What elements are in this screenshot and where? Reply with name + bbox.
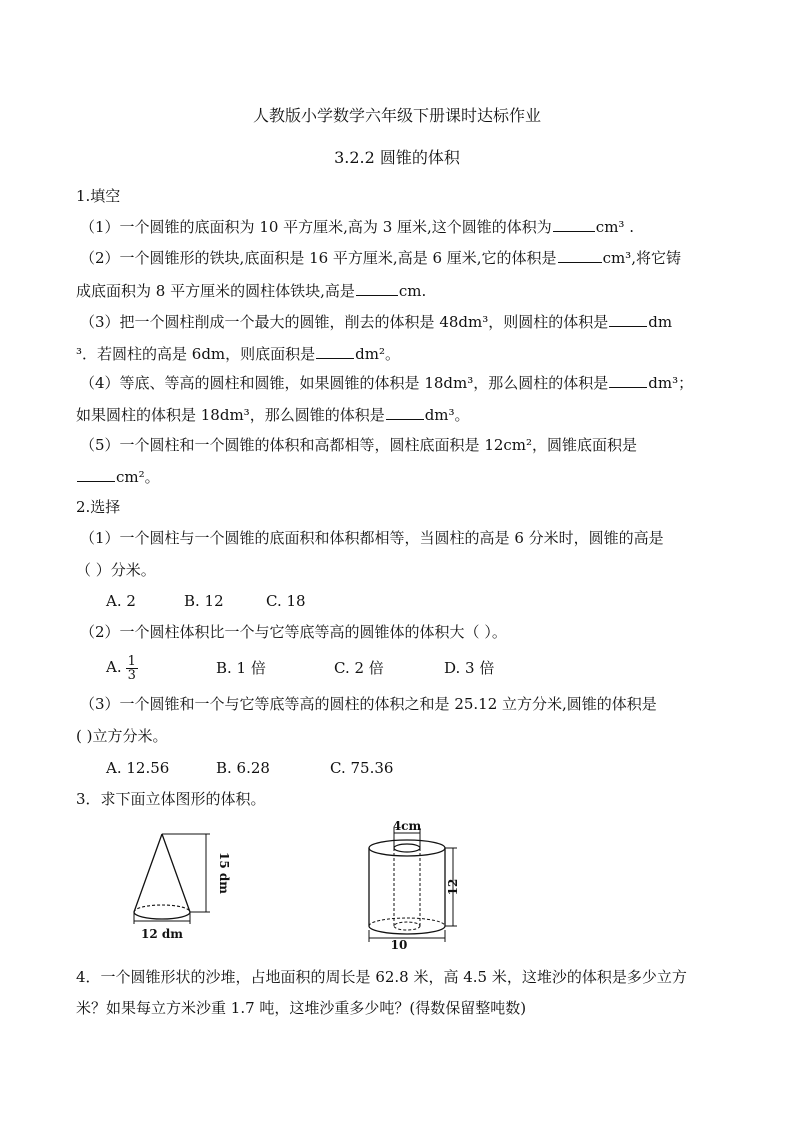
section-3-heading: 3．求下面立体图形的体积。 — [76, 790, 266, 808]
question-1-3-line1 — [80, 311, 672, 332]
question-unit: dm³。 — [424, 406, 470, 424]
question-1-4-line2 — [76, 404, 470, 425]
option-c[interactable]: C. 75.36 — [330, 759, 394, 777]
hollow-cylinder-figure — [355, 818, 465, 952]
answer-blank[interactable] — [558, 247, 602, 263]
cone-figure — [120, 826, 240, 944]
question-1-5-line1: （5）一个圆柱和一个圆锥的体积和高都相等，圆柱底面积是 12cm²，圆锥底面积是 — [80, 436, 638, 454]
option-a[interactable]: A. 12.56 — [106, 759, 170, 777]
section-1-heading: 1.填空 — [76, 187, 121, 205]
cylinder-height-label: 12 — [446, 878, 460, 896]
cone-slant-left — [134, 834, 162, 912]
cone-base-back — [134, 905, 190, 912]
question-2-1-line2: （ ）分米。 — [76, 561, 156, 579]
answer-blank[interactable] — [609, 372, 647, 388]
option-a[interactable] — [106, 652, 138, 682]
question-text: （1）一个圆锥的底面积为 10 平方厘米,高为 3 厘米,这个圆锥的体积为 — [80, 218, 552, 236]
question-unit: cm³,将它铸 — [602, 249, 681, 267]
question-4-line1: 4．一个圆锥形状的沙堆，占地面积的周长是 62.8 米，高 4.5 米，这堆沙的体积是多少立方 — [76, 968, 687, 986]
question-unit: dm³； — [648, 374, 694, 392]
answer-blank[interactable] — [609, 311, 647, 327]
question-unit: dm²。 — [355, 345, 400, 363]
cone-base-front — [134, 912, 190, 919]
question-text: （4）等底、等高的圆柱和圆锥，如果圆锥的体积是 18dm³，那么圆柱的体积是 — [80, 374, 609, 392]
outer-top-ellipse — [369, 840, 445, 856]
option-label: A. — [106, 658, 122, 676]
question-2-3-line2: ( )立方分米。 — [76, 727, 168, 745]
cone-height-label: 15 dm — [217, 852, 231, 894]
question-text: ³．若圆柱的高是 6dm，则底面积是 — [76, 345, 316, 363]
question-text: （2）一个圆锥形的铁块,底面积是 16 平方厘米,高是 6 厘米,它的体积是 — [80, 249, 557, 267]
option-b[interactable]: B. 12 — [184, 592, 224, 610]
question-2-3-line1: （3）一个圆锥和一个与它等底等高的圆柱的体积之和是 25.12 立方分米,圆锥的体积是 — [80, 695, 657, 713]
answer-blank[interactable] — [386, 404, 424, 420]
question-1-1 — [80, 216, 634, 237]
cone-diameter-label: 12 dm — [141, 927, 183, 941]
lesson-subtitle: 3.2.2 圆锥的体积 — [334, 148, 460, 167]
worksheet-title: 人教版小学数学六年级下册课时达标作业 — [252, 106, 541, 125]
question-text: （3）把一个圆柱削成一个最大的圆锥，削去的体积是 48dm³，则圆柱的体积是 — [80, 313, 609, 331]
section-2-heading: 2.选择 — [76, 498, 121, 516]
cone-slant-right — [162, 834, 190, 912]
question-1-5-line2 — [76, 466, 160, 487]
question-2-2-line1: （2）一个圆柱体积比一个与它等底等高的圆锥体的体积大（ ）。 — [80, 623, 507, 641]
question-unit: dm — [648, 313, 673, 331]
answer-blank[interactable] — [553, 216, 595, 232]
question-1-2-line2 — [76, 280, 426, 301]
cylinder-diameter-label: 10 — [390, 938, 408, 952]
inner-top-ellipse — [394, 844, 420, 852]
option-c[interactable]: C. 18 — [266, 592, 306, 610]
question-1-4-line1 — [80, 372, 693, 393]
inner-bottom-ellipse — [394, 922, 420, 930]
option-b[interactable]: B. 1 倍 — [216, 659, 266, 677]
fraction-numerator: 1 — [127, 653, 136, 669]
question-1-2-line1 — [80, 247, 681, 268]
answer-blank[interactable] — [77, 466, 115, 482]
option-c[interactable]: C. 2 倍 — [334, 659, 384, 677]
question-unit: cm²。 — [116, 468, 160, 486]
question-unit: cm. — [398, 282, 427, 300]
inner-diameter-label: 4cm — [392, 819, 422, 833]
question-1-3-line2 — [76, 343, 400, 364]
option-d[interactable]: D. 3 倍 — [444, 659, 495, 677]
question-2-1-line1: （1）一个圆柱与一个圆锥的底面积和体积都相等，当圆柱的高是 6 分米时，圆锥的高是 — [80, 529, 664, 547]
option-b[interactable]: B. 6.28 — [216, 759, 270, 777]
fraction — [126, 655, 138, 682]
question-4-line2: 米？如果每立方米沙重 1.7 吨，这堆沙重多少吨？(得数保留整吨数) — [76, 999, 527, 1017]
question-unit: cm³ . — [595, 218, 634, 236]
option-a[interactable]: A. 2 — [106, 592, 136, 610]
answer-blank[interactable] — [356, 280, 398, 296]
outer-bottom-front — [369, 926, 445, 934]
question-text: 如果圆柱的体积是 18dm³，那么圆锥的体积是 — [76, 406, 385, 424]
answer-blank[interactable] — [316, 343, 354, 359]
question-text: 成底面积为 8 平方厘米的圆柱体铁块,高是 — [76, 282, 355, 300]
fraction-denominator: 3 — [127, 667, 136, 683]
